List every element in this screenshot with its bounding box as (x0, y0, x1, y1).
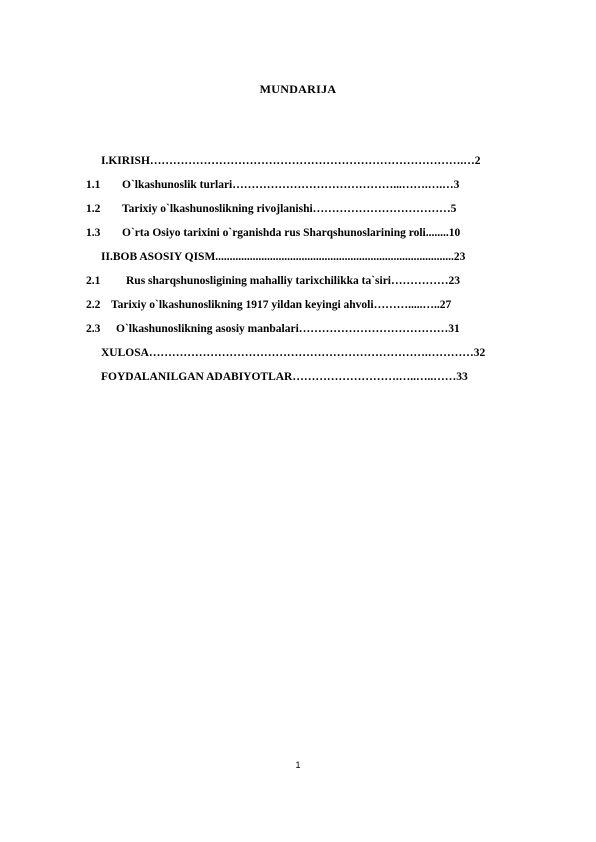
toc-entry-text: O`lkashunoslikning asosiy manbalari…………………………………31 (116, 323, 460, 335)
toc-entry-2-1 (86, 274, 460, 288)
toc-entry-chapter-2 (101, 250, 465, 264)
toc-entry-text: I.KIRISH……………………………………………………………………….…2 (101, 155, 481, 167)
toc-entry-number: 2.2 (86, 299, 101, 311)
toc-entry-1-1 (86, 178, 459, 192)
toc-entry-number: 1.2 (86, 203, 101, 215)
toc-entry-1-3 (86, 226, 460, 240)
toc-entry-number: 1.1 (86, 179, 101, 191)
toc-entry-number: 1.3 (86, 227, 101, 239)
toc-entry-conclusion (101, 346, 485, 360)
toc-entry-text: II.BOB ASOSIY QISM...................................................................................23 (101, 251, 466, 263)
toc-entry-text: O`rta Osiyo tarixini o`rganishda rus Sharqshunoslarining roli........10 (122, 227, 461, 239)
toc-entry-introduction (101, 154, 481, 168)
toc-entry-text: Rus sharqshunosligining mahalliy tarixchilikka ta`siri……………23 (126, 275, 460, 287)
toc-entry-text: Tarixiy o`lkashunoslikning rivojlanishi………………………………5 (122, 203, 457, 215)
document-title: MUNDARIJA (259, 82, 337, 96)
toc-entry-2-3 (86, 322, 460, 336)
toc-entry-text: Tarixiy o`lkashunoslikning 1917 yildan keyingi ahvoli……….....…..27 (111, 299, 452, 311)
page-number: 1 (295, 760, 301, 770)
toc-entry-text: XULOSA……………………………………………………………….…………32 (101, 347, 486, 359)
toc-entry-number: 2.1 (86, 275, 101, 287)
toc-entry-1-2 (86, 202, 456, 216)
toc-entry-number: 2.3 (86, 323, 101, 335)
toc-entry-bibliography (101, 370, 468, 384)
toc-entry-text: O`lkashunoslik turlari……………………………………...…….….…3 (122, 179, 460, 191)
toc-entry-2-2 (86, 298, 451, 312)
toc-entry-text: FOYDALANILGAN ADABIYOTLAR……………………….…..…..……33 (101, 371, 468, 383)
